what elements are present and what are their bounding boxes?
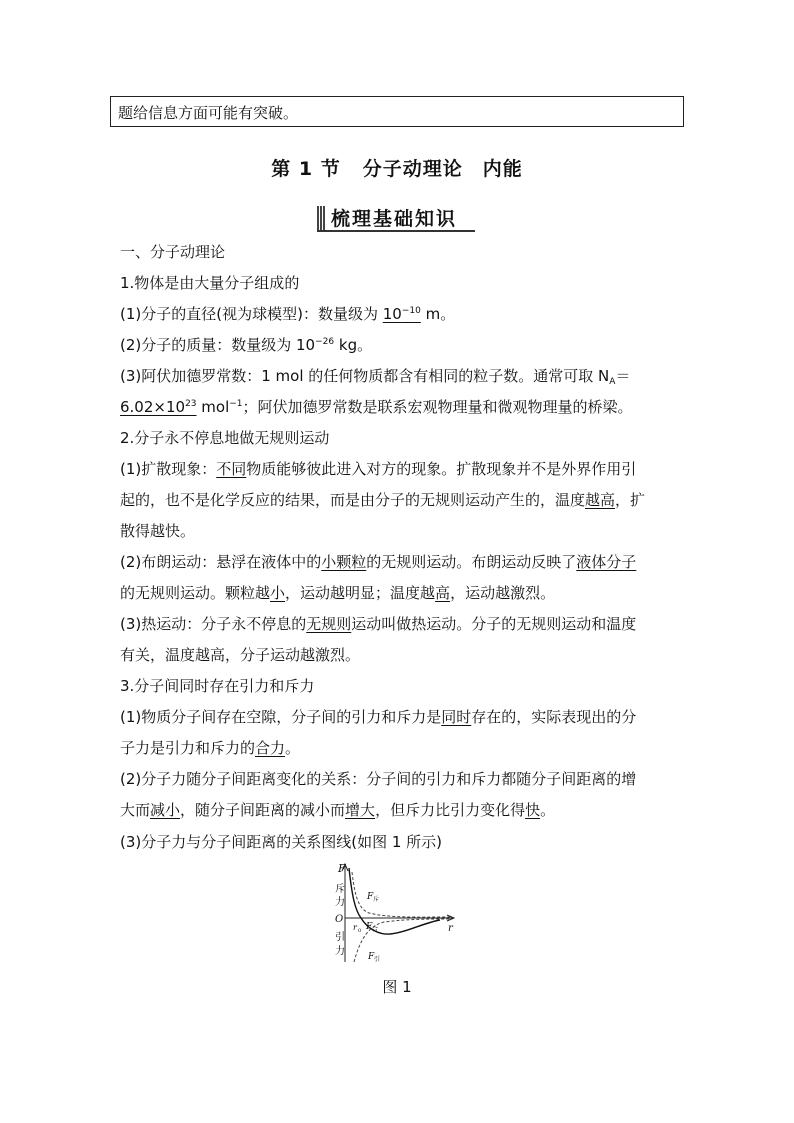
f-repulsive-subscript: 斥 (373, 896, 380, 903)
underlined-answer: 减小 (150, 801, 181, 819)
underlined-answer: 快 (525, 801, 541, 819)
f-net-subscript: 合 (372, 926, 379, 933)
top-note-text: 题给信息方面可能有突破。 (118, 104, 299, 122)
underlined-answer: 越高 (585, 491, 616, 509)
text-line: 起的，也不是化学反应的结果，而是由分子的无规则运动产生的，温度越高，扩 (120, 491, 646, 509)
repulsive-label-2: 力 (335, 897, 345, 908)
f-attractive-label: F (368, 952, 375, 962)
section-title (0, 154, 794, 181)
text-line: 2.分子永不停息地做无规则运动 (120, 429, 330, 447)
repulsive-label-1: 斥 (335, 884, 345, 895)
force-distance-figure (328, 858, 468, 968)
text-line: 3.分子间同时存在引力和斥力 (120, 677, 315, 695)
top-note-box (110, 96, 684, 127)
text-line: 大而减小，随分子间距离的减小而增大，但斥力比引力变化得快。 (120, 801, 556, 819)
underlined-answer: 小颗粒 (321, 553, 367, 571)
underlined-answer: 不同 (216, 460, 247, 478)
text-line: (3)热运动：分子永不停息的无规则运动叫做热运动。分子的无规则运动和温度 (120, 615, 637, 633)
text-line: $6.02\times 10^{23}$ mol$^{-1}$；阿伏加德罗常数是联系宏观物理量和微观物理量的桥梁。 (120, 398, 633, 416)
r0-label: r (353, 923, 357, 932)
attractive-label-2: 力 (335, 946, 345, 957)
underlined-answer: $10^{-10}$ (382, 305, 421, 323)
text-line: (3)阿伏加德罗常数：1 mol 的任何物质都含有相同的粒子数。通常可取 $N_A=$ (120, 367, 631, 387)
section-name: 分子动理论 内能 (362, 158, 523, 180)
text-line: 1.物体是由大量分子组成的 (120, 274, 300, 292)
underlined-answer: 合力 (255, 739, 286, 757)
underlined-answer: 增大 (345, 801, 376, 819)
attractive-label-1: 引 (335, 932, 345, 943)
f-attractive-subscript: 引 (374, 956, 381, 963)
underlined-answer: 高 (435, 584, 451, 602)
underlined-answer: 小 (270, 584, 286, 602)
underlined-answer: 同时 (441, 708, 472, 726)
text-line: (2)分子的质量：数量级为 $10^{-26}$ kg。 (120, 336, 373, 354)
banner-bar-decoration (317, 206, 326, 230)
text-line: 子力是引力和斥力的合力。 (120, 739, 301, 757)
text-line: (2)布朗运动：悬浮在液体中的小颗粒的无规则运动。布朗运动反映了液体分子 (120, 553, 637, 571)
text-line: (1)分子的直径(视为球模型)：数量级为 $10^{-10}$ m。 (120, 305, 456, 323)
f-axis-label: F (338, 862, 346, 875)
origin-label: O (335, 914, 344, 925)
text-line: 散得越快。 (120, 522, 196, 540)
text-line: (1)扩散现象：不同物质能够彼此进入对方的现象。扩散现象并不是外界作用引 (120, 460, 637, 478)
figure-caption: 图 1 (382, 978, 412, 996)
underlined-answer: 无规则 (306, 615, 352, 633)
text-line: (1)物质分子间存在空隙，分子间的引力和斥力是同时存在的，实际表现出的分 (120, 708, 637, 726)
underlined-answer: $6.02\times 10^{23}$ (120, 398, 197, 416)
text-line: (3)分子力与分子间距离的关系图线(如图 1 所示) (120, 833, 443, 851)
section-banner (317, 203, 475, 232)
text-line: 有关，温度越高，分子运动越激烈。 (120, 646, 361, 664)
r-axis-label: r (448, 923, 453, 934)
r0-subscript: 0 (358, 928, 362, 934)
text-line: 的无规则运动。颗粒越小，运动越明显；温度越高，运动越激烈。 (120, 584, 556, 602)
text-line: (2)分子力随分子间距离变化的关系：分子间的引力和斥力都随分子间距离的增 (120, 770, 637, 788)
text-line: 一、分子动理论 (120, 243, 226, 261)
underlined-answer: 液体分子 (576, 553, 637, 571)
f-net-label: F (366, 922, 373, 932)
net-force-curve (349, 868, 440, 934)
f-repulsive-label: F (367, 892, 374, 902)
section-number: 第 1 节 (271, 158, 341, 180)
banner-text: 梳理基础知识 (331, 208, 458, 230)
